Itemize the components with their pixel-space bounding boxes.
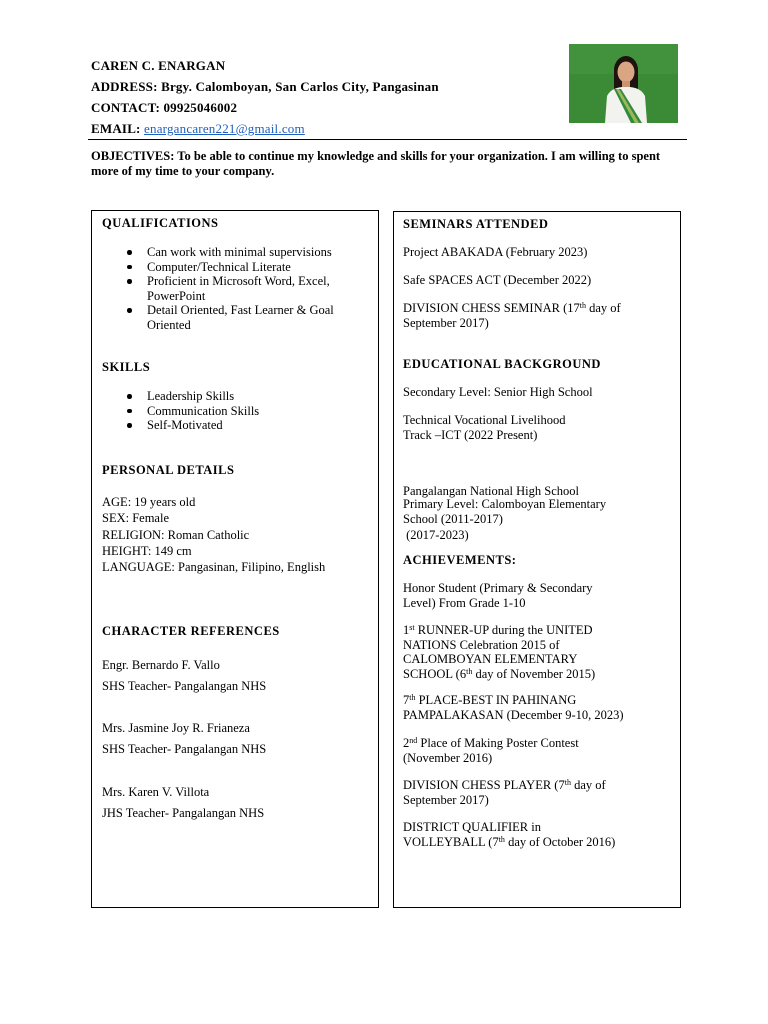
religion-line: RELIGION: Roman Catholic [102,527,250,542]
profile-photo [569,44,678,123]
list-item: Detail Oriented, Fast Learner & Goal Oriented [102,303,374,332]
achievement-item: 7th PLACE-BEST IN PAHINANG PAMPALAKASAN (December 9-10, 2023) [403,693,624,722]
reference-role: SHS Teacher- Pangalangan NHS [102,742,267,756]
qualifications-title: QUALIFICATIONS [102,216,219,230]
skills-title: SKILLS [102,360,151,374]
achievement-item: DIVISION CHESS PLAYER (7th day of September 2017) [403,778,606,807]
reference-3 [102,782,264,824]
skills-list [102,389,374,433]
seminars-title: SEMINARS ATTENDED [403,217,549,231]
achievement-item: 2nd Place of Making Poster Contest (November 2016) [403,736,579,765]
email-link[interactable]: enargancaren221@gmail.com [144,121,305,136]
address-value: Brgy. Calomboyan, San Carlos City, Pangasinan [161,79,439,94]
seminar-item: DIVISION CHESS SEMINAR (17th day of September 2017) [403,301,621,330]
achievement-item: DISTRICT QUALIFIER in VOLLEYBALL (7th day of October 2016) [403,820,616,849]
objectives-label: OBJECTIVES: [91,149,175,163]
list-item: Leadership Skills [102,389,374,404]
achievements-title: ACHIEVEMENTS: [403,553,517,567]
language-line: LANGUAGE: Pangasinan, Filipino, English [102,560,326,575]
list-item: Can work with minimal supervisions [102,245,374,260]
address-line [91,76,561,97]
reference-name: Engr. Bernardo F. Vallo [102,658,220,672]
education-item: Technical Vocational Livelihood Track –ICT (2022 Present) [403,413,566,442]
achievement-item: Honor Student (Primary & Secondary Level) From Grade 1-10 [403,581,593,610]
educational-background-title: EDUCATIONAL BACKGROUND [403,357,601,371]
applicant-name: CAREN C. ENARGAN [91,58,226,73]
email-line [91,118,561,139]
right-column-box [393,211,681,908]
list-item: Computer/Technical Literate [102,260,374,275]
left-column-box [91,210,379,908]
objectives [91,149,686,179]
education-item: Pangalangan National High School (2017-2023) [403,484,580,542]
portrait-image [569,44,678,123]
personal-details [102,494,342,575]
sex-line: SEX: Female [102,511,170,526]
reference-role: JHS Teacher- Pangalangan NHS [102,806,265,820]
achievement-item: 1st RUNNER-UP during the UNITED NATIONS Celebration 2015 of CALOMBOYAN ELEMENTARY SCHOOL (6th day of November 2015) [403,623,596,681]
resume-header [91,55,561,139]
list-item: Self-Motivated [102,418,374,433]
contact-value: 09925046002 [163,100,238,115]
height-line: HEIGHT: 149 cm [102,543,192,558]
list-item: Communication Skills [102,404,374,419]
reference-role: SHS Teacher- Pangalangan NHS [102,679,267,693]
character-references-title: CHARACTER REFERENCES [102,624,280,638]
email-label: EMAIL: [91,121,141,136]
reference-2 [102,718,266,760]
address-label: ADDRESS: [91,79,158,94]
reference-name: Mrs. Jasmine Joy R. Frianeza [102,721,250,735]
list-item: Proficient in Microsoft Word, Excel, PowerPoint [102,274,374,303]
reference-1 [102,655,266,697]
contact-label: CONTACT: [91,100,161,115]
age-line: AGE: 19 years old [102,495,196,509]
personal-details-title: PERSONAL DETAILS [102,463,235,477]
education-item: Secondary Level: Senior High School [403,385,593,399]
objectives-text: To be able to continue my knowledge and skills for your organization. I am willing to spent more of my time to your company. [91,149,661,178]
education-item: Primary Level: Calomboyan Elementary School (2011-2017) [403,497,607,526]
seminar-item: Safe SPACES ACT (December 2022) [403,273,592,287]
qualifications-list [102,245,374,332]
seminar-item: Project ABAKADA (February 2023) [403,245,588,259]
reference-name: Mrs. Karen V. Villota [102,785,210,799]
header-divider [88,139,687,140]
contact-line [91,97,561,118]
